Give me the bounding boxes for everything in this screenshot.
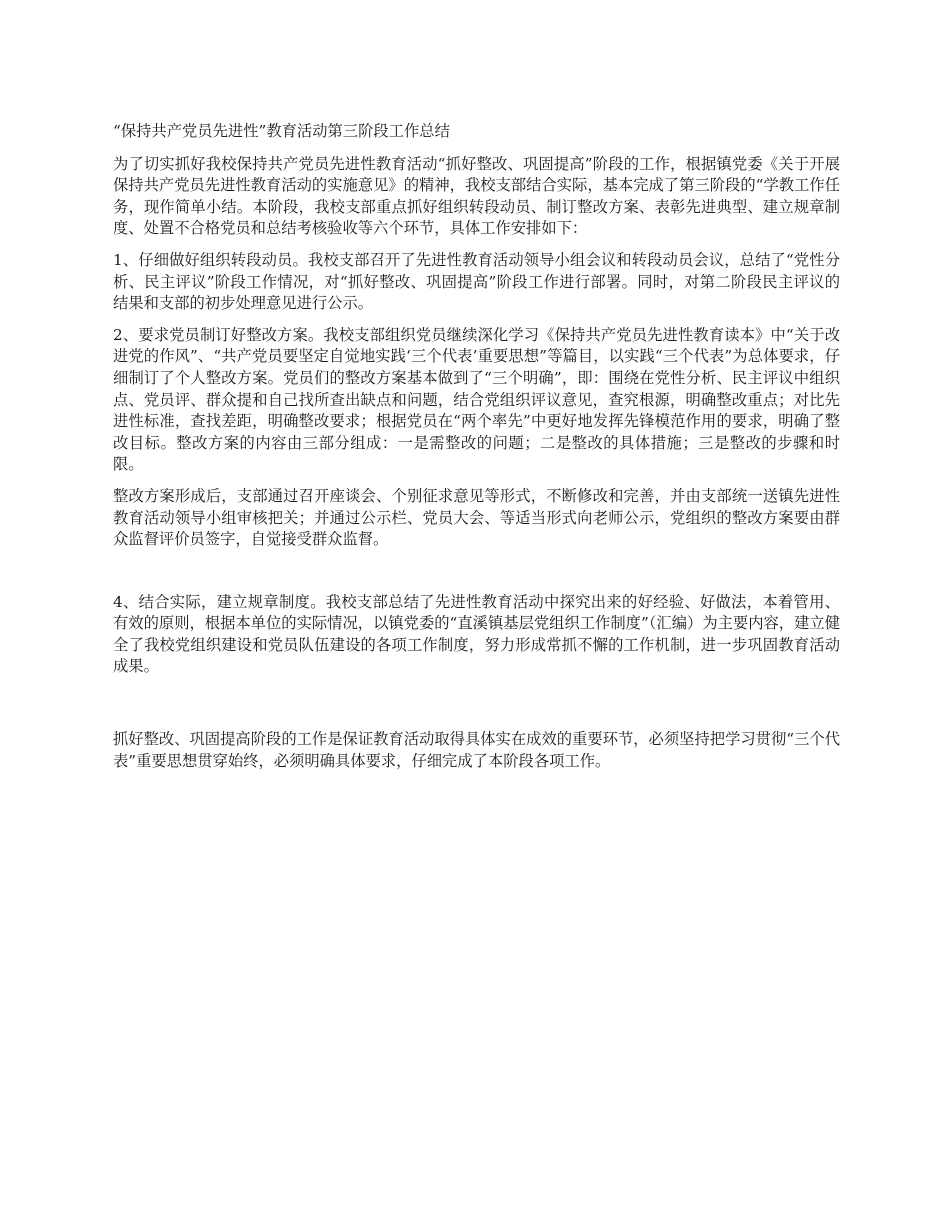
- intro-paragraph: 为了切实抓好我校保持共产党员先进性教育活动“抓好整改、巩固提高”阶段的工作，根据镇党委《关于开展保持共产党员先进性教育活动的实施意见》的精神，我校支部结合实际，基本完成了第三阶段的“学教工作任务，现作简单小结。本阶段，我校支部重点抓好组织转段动员、制订整改方案、表彰先进典型、建立规章制度、处置不合格党员和总结考核验收等六个环节，具体工作安排如下：: [113, 154, 840, 238]
- conclusion-paragraph: 抓好整改、巩固提高阶段的工作是保证教育活动取得具体实在成效的重要环节，必须坚持把学习贯彻“三个代表”重要思想贯穿始终，必须明确具体要求，仔细完成了本阶段各项工作。: [113, 730, 840, 770]
- document-page: [113, 121, 840, 782]
- paragraph-section-2: 2、要求党员制订好整改方案。我校支部组织党员继续深化学习《保持共产党员先进性教育读本》中“关于改进党的作风”、“共产党员要坚定自觉地实践‘三个代表’重要思想”等篇目，以实践“三个代表”为总体要求，仔细制订了个人整改方案。党员们的整改方案基本做到了“三个明确”，即：围绕在党性分析、民主评议中组织点、党员评、群众提和自己找所查出缺点和问题，结合党组织评议意见，查究根源，明确整改重点；对比先进性标准，查找差距，明确整改要求；根据党员在“两个率先”中更好地发挥先锋模范作用的要求，明确了整改目标。整改方案的内容由三部分组成：一是需整改的问题；二是整改的具体措施；三是整改的步骤和时限。: [113, 325, 840, 474]
- paragraph-section-4: 4、结合实际，建立规章制度。我校支部总结了先进性教育活动中探究出来的好经验、好做法，本着管用、有效的原则，根据本单位的实际情况，以镇党委的“直溪镇基层党组织工作制度”（汇编）为主要内容，建立健全了我校党组织建设和党员队伍建设的各项工作制度，努力形成常抓不懈的工作机制，进一步巩固教育活动成果。: [113, 592, 840, 676]
- paragraph-section-2-followup: 整改方案形成后，支部通过召开座谈会、个别征求意见等形式，不断修改和完善，并由支部统一送镇先进性教育活动领导小组审核把关；并通过公示栏、党员大会、等适当形式向老师公示，党组织的整改方案要由群众监督评价员签字，自觉接受群众监督。: [113, 486, 840, 549]
- document-title: “保持共产党员先进性”教育活动第三阶段工作总结: [113, 122, 450, 140]
- blank-gap: [113, 561, 840, 592]
- paragraph-section-1: 1、仔细做好组织转段动员。我校支部召开了先进性教育活动领导小组会议和转段动员会议，总结了“党性分析、民主评议”阶段工作情况，对“抓好整改、巩固提高”阶段工作进行部署。同时，对第二阶段民主评议的结果和支部的初步处理意见进行公示。: [113, 250, 840, 313]
- blank-gap: [113, 688, 840, 729]
